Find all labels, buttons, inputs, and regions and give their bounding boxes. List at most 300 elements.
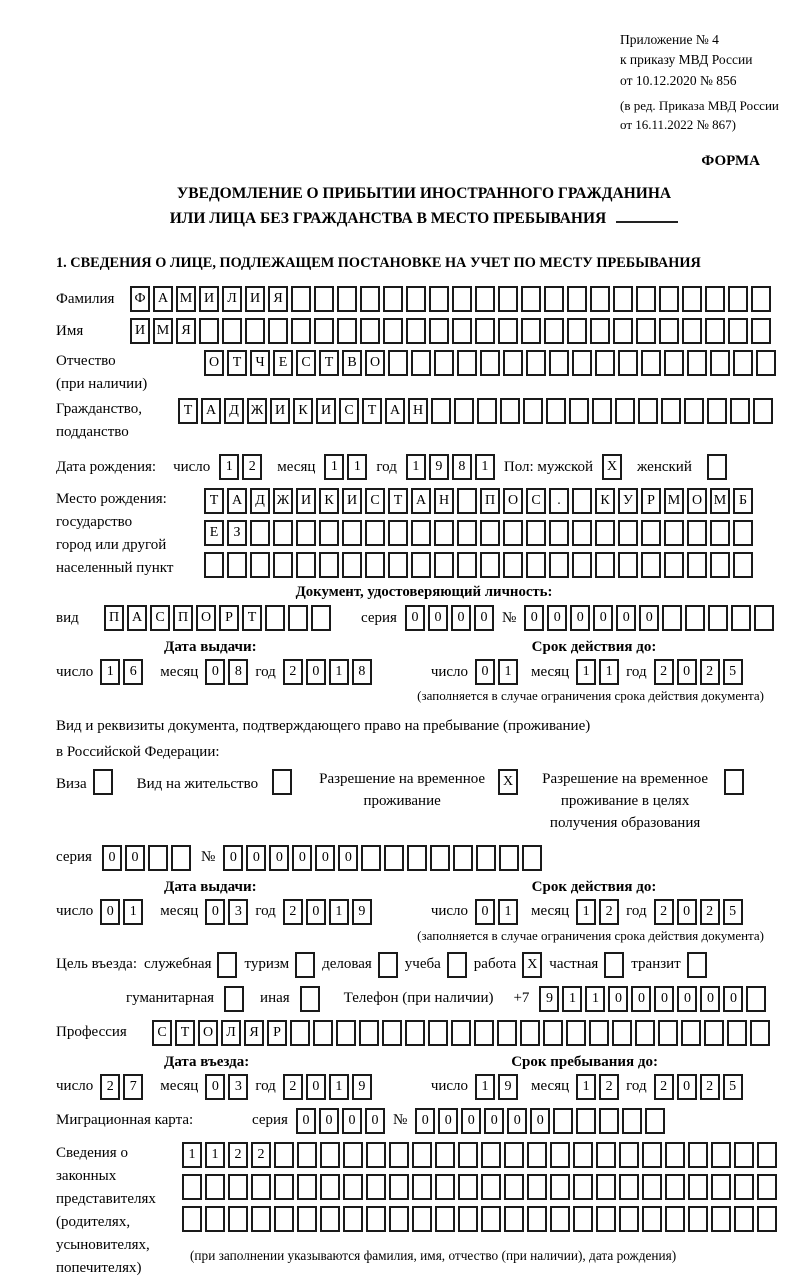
form-cell[interactable]: 9	[539, 986, 559, 1012]
form-cell[interactable]: 0	[306, 659, 326, 685]
form-cell[interactable]	[320, 1174, 340, 1200]
form-cell[interactable]	[526, 520, 546, 546]
form-cell[interactable]	[687, 350, 707, 376]
form-cell[interactable]	[454, 398, 474, 424]
form-cell[interactable]	[746, 986, 766, 1012]
form-cell[interactable]: Л	[221, 1020, 241, 1046]
form-cell[interactable]	[429, 318, 449, 344]
form-cell[interactable]: 0	[338, 845, 358, 871]
form-cell[interactable]: 9	[498, 1074, 518, 1100]
form-cell[interactable]	[590, 286, 610, 312]
form-cell[interactable]	[498, 286, 518, 312]
form-cell[interactable]: 2	[283, 659, 303, 685]
form-cell[interactable]	[228, 1206, 248, 1232]
form-cell[interactable]: 2	[700, 659, 720, 685]
form-cell[interactable]: 0	[475, 659, 495, 685]
form-cell[interactable]	[314, 286, 334, 312]
form-cell[interactable]	[520, 1020, 540, 1046]
form-cell[interactable]: 2	[283, 1074, 303, 1100]
form-cell[interactable]	[549, 552, 569, 578]
form-cell[interactable]: 1	[329, 1074, 349, 1100]
form-cell[interactable]	[273, 520, 293, 546]
form-cell[interactable]: Я	[176, 318, 196, 344]
form-cell[interactable]	[688, 1142, 708, 1168]
form-cell[interactable]	[688, 1174, 708, 1200]
form-cell[interactable]: 3	[228, 899, 248, 925]
form-cell[interactable]	[411, 520, 431, 546]
form-cell[interactable]	[480, 552, 500, 578]
form-cell[interactable]	[710, 520, 730, 546]
form-cell[interactable]	[383, 318, 403, 344]
form-cell[interactable]	[687, 952, 707, 978]
form-cell[interactable]	[638, 398, 658, 424]
form-cell[interactable]: З	[227, 520, 247, 546]
form-cell[interactable]: 0	[631, 986, 651, 1012]
form-cell[interactable]	[430, 845, 450, 871]
form-cell[interactable]: 8	[452, 454, 472, 480]
form-cell[interactable]	[342, 520, 362, 546]
form-cell[interactable]	[543, 1020, 563, 1046]
form-cell[interactable]	[662, 605, 682, 631]
form-cell[interactable]	[337, 286, 357, 312]
form-cell[interactable]: 1	[585, 986, 605, 1012]
form-cell[interactable]: Ж	[247, 398, 267, 424]
form-cell[interactable]: 0	[677, 899, 697, 925]
form-cell[interactable]	[728, 318, 748, 344]
form-cell[interactable]	[544, 286, 564, 312]
form-cell[interactable]	[704, 1020, 724, 1046]
form-cell[interactable]	[665, 1142, 685, 1168]
form-cell[interactable]	[336, 1020, 356, 1046]
form-cell[interactable]	[688, 1206, 708, 1232]
form-cell[interactable]	[412, 1174, 432, 1200]
form-cell[interactable]: С	[150, 605, 170, 631]
form-cell[interactable]: Ж	[273, 488, 293, 514]
form-cell[interactable]: 1	[475, 1074, 495, 1100]
form-cell[interactable]: 1	[329, 659, 349, 685]
form-cell[interactable]	[636, 318, 656, 344]
form-cell[interactable]: А	[411, 488, 431, 514]
form-cell[interactable]	[498, 318, 518, 344]
form-cell[interactable]	[205, 1206, 225, 1232]
form-cell[interactable]: И	[270, 398, 290, 424]
form-cell[interactable]	[618, 350, 638, 376]
form-cell[interactable]: 1	[406, 454, 426, 480]
form-cell[interactable]	[708, 605, 728, 631]
form-cell[interactable]	[500, 398, 520, 424]
form-cell[interactable]: Е	[273, 350, 293, 376]
form-cell[interactable]	[297, 1206, 317, 1232]
form-cell[interactable]	[636, 286, 656, 312]
form-cell[interactable]	[337, 318, 357, 344]
form-cell[interactable]	[300, 986, 320, 1012]
form-cell[interactable]	[272, 769, 292, 795]
form-cell[interactable]: И	[342, 488, 362, 514]
form-cell[interactable]: А	[201, 398, 221, 424]
form-cell[interactable]	[452, 318, 472, 344]
form-cell[interactable]	[458, 1206, 478, 1232]
form-cell[interactable]	[265, 605, 285, 631]
form-cell[interactable]	[313, 1020, 333, 1046]
form-cell[interactable]	[523, 398, 543, 424]
form-cell[interactable]	[618, 520, 638, 546]
form-cell[interactable]	[705, 286, 725, 312]
form-cell[interactable]	[727, 1020, 747, 1046]
form-cell[interactable]: 0	[306, 1074, 326, 1100]
form-cell[interactable]: 0	[507, 1108, 527, 1134]
form-cell[interactable]	[431, 398, 451, 424]
form-cell[interactable]: 5	[723, 899, 743, 925]
form-cell[interactable]: 0	[700, 986, 720, 1012]
form-cell[interactable]: Я	[268, 286, 288, 312]
form-cell[interactable]	[572, 350, 592, 376]
form-cell[interactable]	[297, 1142, 317, 1168]
form-cell[interactable]	[476, 845, 496, 871]
form-cell[interactable]: 2	[283, 899, 303, 925]
form-cell[interactable]	[273, 552, 293, 578]
form-cell[interactable]	[251, 1206, 271, 1232]
form-cell[interactable]	[171, 845, 191, 871]
form-cell[interactable]	[710, 552, 730, 578]
form-cell[interactable]	[365, 520, 385, 546]
form-cell[interactable]	[705, 318, 725, 344]
form-cell[interactable]	[204, 552, 224, 578]
form-cell[interactable]	[382, 1020, 402, 1046]
form-cell[interactable]: 2	[251, 1142, 271, 1168]
form-cell[interactable]	[595, 552, 615, 578]
form-cell[interactable]	[572, 552, 592, 578]
form-cell[interactable]	[245, 318, 265, 344]
form-cell[interactable]	[751, 318, 771, 344]
form-cell[interactable]: 0	[474, 605, 494, 631]
form-cell[interactable]	[731, 605, 751, 631]
form-cell[interactable]	[613, 286, 633, 312]
form-cell[interactable]: 0	[306, 899, 326, 925]
form-cell[interactable]: Т	[227, 350, 247, 376]
form-cell[interactable]: 1	[205, 1142, 225, 1168]
form-cell[interactable]: X	[498, 769, 518, 795]
form-cell[interactable]: 7	[123, 1074, 143, 1100]
form-cell[interactable]	[596, 1174, 616, 1200]
form-cell[interactable]	[665, 1206, 685, 1232]
form-cell[interactable]	[549, 350, 569, 376]
form-cell[interactable]	[224, 986, 244, 1012]
form-cell[interactable]	[710, 350, 730, 376]
form-cell[interactable]: Т	[362, 398, 382, 424]
form-cell[interactable]: П	[480, 488, 500, 514]
form-cell[interactable]	[550, 1206, 570, 1232]
form-cell[interactable]	[360, 286, 380, 312]
form-cell[interactable]	[360, 318, 380, 344]
form-cell[interactable]	[613, 318, 633, 344]
form-cell[interactable]	[274, 1142, 294, 1168]
form-cell[interactable]	[499, 845, 519, 871]
form-cell[interactable]: Т	[204, 488, 224, 514]
form-cell[interactable]	[642, 1174, 662, 1200]
form-cell[interactable]	[475, 286, 495, 312]
form-cell[interactable]	[521, 286, 541, 312]
form-cell[interactable]	[569, 398, 589, 424]
form-cell[interactable]	[751, 286, 771, 312]
form-cell[interactable]	[682, 318, 702, 344]
form-cell[interactable]: 8	[228, 659, 248, 685]
form-cell[interactable]: 1	[498, 659, 518, 685]
form-cell[interactable]: 0	[292, 845, 312, 871]
form-cell[interactable]	[618, 552, 638, 578]
form-cell[interactable]	[504, 1142, 524, 1168]
form-cell[interactable]: 0	[405, 605, 425, 631]
form-cell[interactable]	[526, 350, 546, 376]
form-cell[interactable]	[205, 1174, 225, 1200]
form-cell[interactable]	[615, 398, 635, 424]
form-cell[interactable]	[642, 1142, 662, 1168]
form-cell[interactable]: О	[204, 350, 224, 376]
form-cell[interactable]	[93, 769, 113, 795]
form-cell[interactable]: 0	[475, 899, 495, 925]
form-cell[interactable]	[458, 1174, 478, 1200]
form-cell[interactable]	[757, 1142, 777, 1168]
form-cell[interactable]: 5	[723, 1074, 743, 1100]
form-cell[interactable]	[388, 520, 408, 546]
form-cell[interactable]	[573, 1142, 593, 1168]
form-cell[interactable]	[311, 605, 331, 631]
form-cell[interactable]	[595, 520, 615, 546]
form-cell[interactable]	[227, 552, 247, 578]
form-cell[interactable]: 9	[429, 454, 449, 480]
form-cell[interactable]	[527, 1206, 547, 1232]
form-cell[interactable]: Ф	[130, 286, 150, 312]
form-cell[interactable]: 0	[654, 986, 674, 1012]
form-cell[interactable]	[343, 1174, 363, 1200]
form-cell[interactable]	[596, 1142, 616, 1168]
form-cell[interactable]	[661, 398, 681, 424]
form-cell[interactable]	[573, 1206, 593, 1232]
form-cell[interactable]: 0	[547, 605, 567, 631]
form-cell[interactable]: М	[664, 488, 684, 514]
form-cell[interactable]: 1	[324, 454, 344, 480]
form-cell[interactable]: 1	[576, 899, 596, 925]
form-cell[interactable]: С	[296, 350, 316, 376]
form-cell[interactable]	[481, 1174, 501, 1200]
form-cell[interactable]	[251, 1174, 271, 1200]
form-cell[interactable]	[457, 488, 477, 514]
form-cell[interactable]	[659, 318, 679, 344]
form-cell[interactable]	[406, 318, 426, 344]
form-cell[interactable]	[411, 552, 431, 578]
form-cell[interactable]	[412, 1142, 432, 1168]
form-cell[interactable]: 0	[677, 986, 697, 1012]
form-cell[interactable]	[503, 350, 523, 376]
form-cell[interactable]	[685, 605, 705, 631]
form-cell[interactable]	[359, 1020, 379, 1046]
form-cell[interactable]	[366, 1174, 386, 1200]
form-cell[interactable]	[567, 286, 587, 312]
form-cell[interactable]	[658, 1020, 678, 1046]
form-cell[interactable]	[503, 520, 523, 546]
form-cell[interactable]	[366, 1206, 386, 1232]
form-cell[interactable]	[681, 1020, 701, 1046]
form-cell[interactable]	[659, 286, 679, 312]
form-cell[interactable]	[428, 1020, 448, 1046]
form-cell[interactable]: П	[173, 605, 193, 631]
form-cell[interactable]: 0	[365, 1108, 385, 1134]
form-cell[interactable]: А	[127, 605, 147, 631]
form-cell[interactable]: 3	[228, 1074, 248, 1100]
form-cell[interactable]	[389, 1142, 409, 1168]
form-cell[interactable]: А	[153, 286, 173, 312]
form-cell[interactable]	[604, 952, 624, 978]
form-cell[interactable]: 0	[102, 845, 122, 871]
form-cell[interactable]	[665, 1174, 685, 1200]
form-cell[interactable]: 2	[599, 899, 619, 925]
form-cell[interactable]	[546, 398, 566, 424]
form-cell[interactable]: У	[618, 488, 638, 514]
form-cell[interactable]: Р	[641, 488, 661, 514]
form-cell[interactable]	[411, 350, 431, 376]
form-cell[interactable]	[320, 1206, 340, 1232]
form-cell[interactable]	[572, 520, 592, 546]
form-cell[interactable]: 0	[723, 986, 743, 1012]
form-cell[interactable]	[592, 398, 612, 424]
form-cell[interactable]: О	[196, 605, 216, 631]
form-cell[interactable]: 1	[562, 986, 582, 1012]
form-cell[interactable]: X	[602, 454, 622, 480]
form-cell[interactable]	[295, 952, 315, 978]
form-cell[interactable]	[687, 552, 707, 578]
form-cell[interactable]	[590, 318, 610, 344]
form-cell[interactable]	[664, 350, 684, 376]
form-cell[interactable]	[733, 552, 753, 578]
form-cell[interactable]	[503, 552, 523, 578]
form-cell[interactable]: 5	[723, 659, 743, 685]
form-cell[interactable]: 2	[100, 1074, 120, 1100]
form-cell[interactable]	[452, 286, 472, 312]
form-cell[interactable]: 0	[269, 845, 289, 871]
form-cell[interactable]: О	[365, 350, 385, 376]
form-cell[interactable]: 0	[530, 1108, 550, 1134]
form-cell[interactable]	[407, 845, 427, 871]
form-cell[interactable]: 1	[576, 1074, 596, 1100]
form-cell[interactable]: Т	[178, 398, 198, 424]
form-cell[interactable]	[550, 1142, 570, 1168]
form-cell[interactable]: С	[526, 488, 546, 514]
form-cell[interactable]	[477, 398, 497, 424]
form-cell[interactable]: 1	[100, 659, 120, 685]
form-cell[interactable]	[734, 1174, 754, 1200]
form-cell[interactable]	[389, 1206, 409, 1232]
form-cell[interactable]	[684, 398, 704, 424]
form-cell[interactable]	[521, 318, 541, 344]
form-cell[interactable]	[388, 552, 408, 578]
form-cell[interactable]	[527, 1142, 547, 1168]
form-cell[interactable]: Ч	[250, 350, 270, 376]
form-cell[interactable]	[320, 1142, 340, 1168]
form-cell[interactable]: 0	[205, 899, 225, 925]
form-cell[interactable]: .	[549, 488, 569, 514]
form-cell[interactable]: 9	[352, 1074, 372, 1100]
form-cell[interactable]	[572, 488, 592, 514]
form-cell[interactable]: 0	[524, 605, 544, 631]
form-cell[interactable]: 1	[123, 899, 143, 925]
form-cell[interactable]: М	[176, 286, 196, 312]
form-cell[interactable]: 1	[576, 659, 596, 685]
form-cell[interactable]: Я	[244, 1020, 264, 1046]
form-cell[interactable]: 0	[315, 845, 335, 871]
form-cell[interactable]: С	[365, 488, 385, 514]
form-cell[interactable]: 0	[428, 605, 448, 631]
form-cell[interactable]	[405, 1020, 425, 1046]
form-cell[interactable]	[497, 1020, 517, 1046]
form-cell[interactable]: Д	[250, 488, 270, 514]
form-cell[interactable]: 0	[415, 1108, 435, 1134]
form-cell[interactable]: 0	[205, 1074, 225, 1100]
form-cell[interactable]	[526, 552, 546, 578]
form-cell[interactable]	[447, 952, 467, 978]
form-cell[interactable]: 0	[438, 1108, 458, 1134]
form-cell[interactable]	[384, 845, 404, 871]
form-cell[interactable]: 2	[242, 454, 262, 480]
form-cell[interactable]	[645, 1108, 665, 1134]
form-cell[interactable]: К	[595, 488, 615, 514]
form-cell[interactable]	[291, 286, 311, 312]
form-cell[interactable]	[296, 520, 316, 546]
form-cell[interactable]	[288, 605, 308, 631]
form-cell[interactable]	[527, 1174, 547, 1200]
form-cell[interactable]: И	[296, 488, 316, 514]
form-cell[interactable]: Т	[388, 488, 408, 514]
form-cell[interactable]: Т	[175, 1020, 195, 1046]
form-cell[interactable]: 6	[123, 659, 143, 685]
form-cell[interactable]: Е	[204, 520, 224, 546]
form-cell[interactable]	[757, 1206, 777, 1232]
form-cell[interactable]: 2	[654, 659, 674, 685]
form-cell[interactable]: 0	[616, 605, 636, 631]
form-cell[interactable]	[682, 286, 702, 312]
form-cell[interactable]	[612, 1020, 632, 1046]
form-cell[interactable]: 0	[246, 845, 266, 871]
form-cell[interactable]	[728, 286, 748, 312]
form-cell[interactable]	[733, 350, 753, 376]
form-cell[interactable]	[148, 845, 168, 871]
form-cell[interactable]	[734, 1142, 754, 1168]
form-cell[interactable]	[457, 350, 477, 376]
form-cell[interactable]: 0	[677, 659, 697, 685]
form-cell[interactable]	[453, 845, 473, 871]
form-cell[interactable]: 2	[654, 899, 674, 925]
form-cell[interactable]: И	[130, 318, 150, 344]
form-cell[interactable]	[435, 1206, 455, 1232]
form-cell[interactable]	[451, 1020, 471, 1046]
form-cell[interactable]: 8	[352, 659, 372, 685]
form-cell[interactable]: 1	[475, 454, 495, 480]
form-cell[interactable]: О	[198, 1020, 218, 1046]
form-cell[interactable]	[182, 1174, 202, 1200]
form-cell[interactable]	[522, 845, 542, 871]
form-cell[interactable]	[388, 350, 408, 376]
form-cell[interactable]: 0	[677, 1074, 697, 1100]
form-cell[interactable]: М	[710, 488, 730, 514]
form-cell[interactable]	[711, 1206, 731, 1232]
form-cell[interactable]: 1	[347, 454, 367, 480]
form-cell[interactable]	[274, 1206, 294, 1232]
form-cell[interactable]: 0	[608, 986, 628, 1012]
form-cell[interactable]: 2	[228, 1142, 248, 1168]
form-cell[interactable]	[296, 552, 316, 578]
form-cell[interactable]	[576, 1108, 596, 1134]
form-cell[interactable]	[711, 1142, 731, 1168]
form-cell[interactable]: 0	[639, 605, 659, 631]
form-cell[interactable]: Т	[319, 350, 339, 376]
